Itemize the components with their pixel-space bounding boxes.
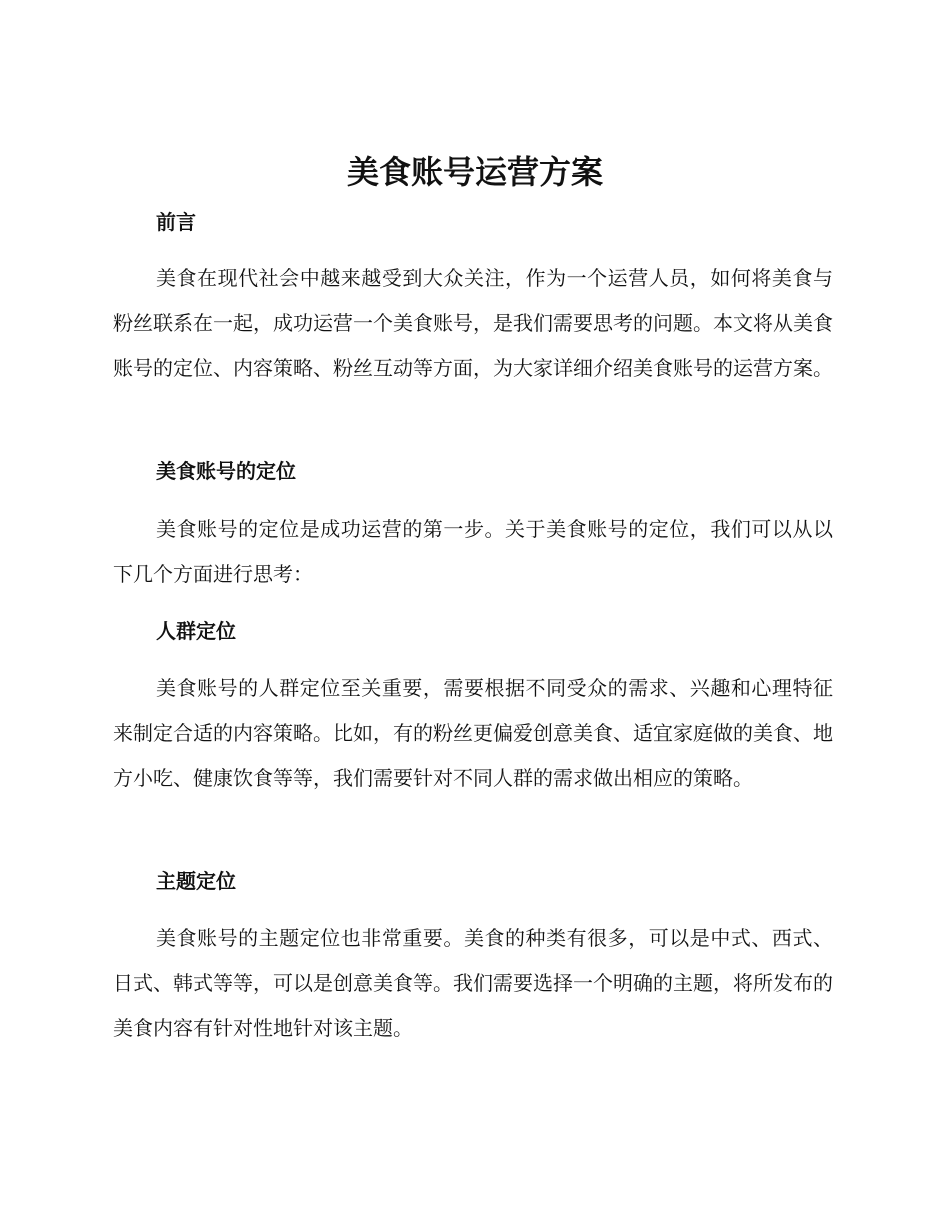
section-body-preface: 美食在现代社会中越来越受到大众关注，作为一个运营人员，如何将美食与粉丝联系在一起，成功运营一个美食账号，是我们需要思考的问题。本文将从美食账号的定位、内容策略、粉丝互动等方面，为大家详细介绍美食账号的运营方案。 bbox=[113, 266, 833, 380]
section-heading-positioning: 美食账号的定位 bbox=[156, 459, 296, 483]
document-title: 美食账号运营方案 bbox=[346, 153, 603, 191]
subsection-heading-theme: 主题定位 bbox=[156, 869, 236, 893]
subsection-body-audience: 美食账号的人群定位至关重要，需要根据不同受众的需求、兴趣和心理特征来制定合适的内容策略。比如，有的粉丝更偏爱创意美食、适宜家庭做的美食、地方小吃、健康饮食等等，我们需要针对不同人群的需求做出相应的策略。 bbox=[113, 676, 833, 790]
section-body-positioning: 美食账号的定位是成功运营的第一步。关于美食账号的定位，我们可以从以下几个方面进行思考： bbox=[113, 517, 833, 586]
section-heading-preface: 前言 bbox=[156, 210, 196, 234]
subsection-body-theme: 美食账号的主题定位也非常重要。美食的种类有很多，可以是中式、西式、日式、韩式等等，可以是创意美食等。我们需要选择一个明确的主题，将所发布的美食内容有针对性地针对该主题。 bbox=[113, 926, 833, 1040]
subsection-heading-audience: 人群定位 bbox=[156, 619, 236, 643]
